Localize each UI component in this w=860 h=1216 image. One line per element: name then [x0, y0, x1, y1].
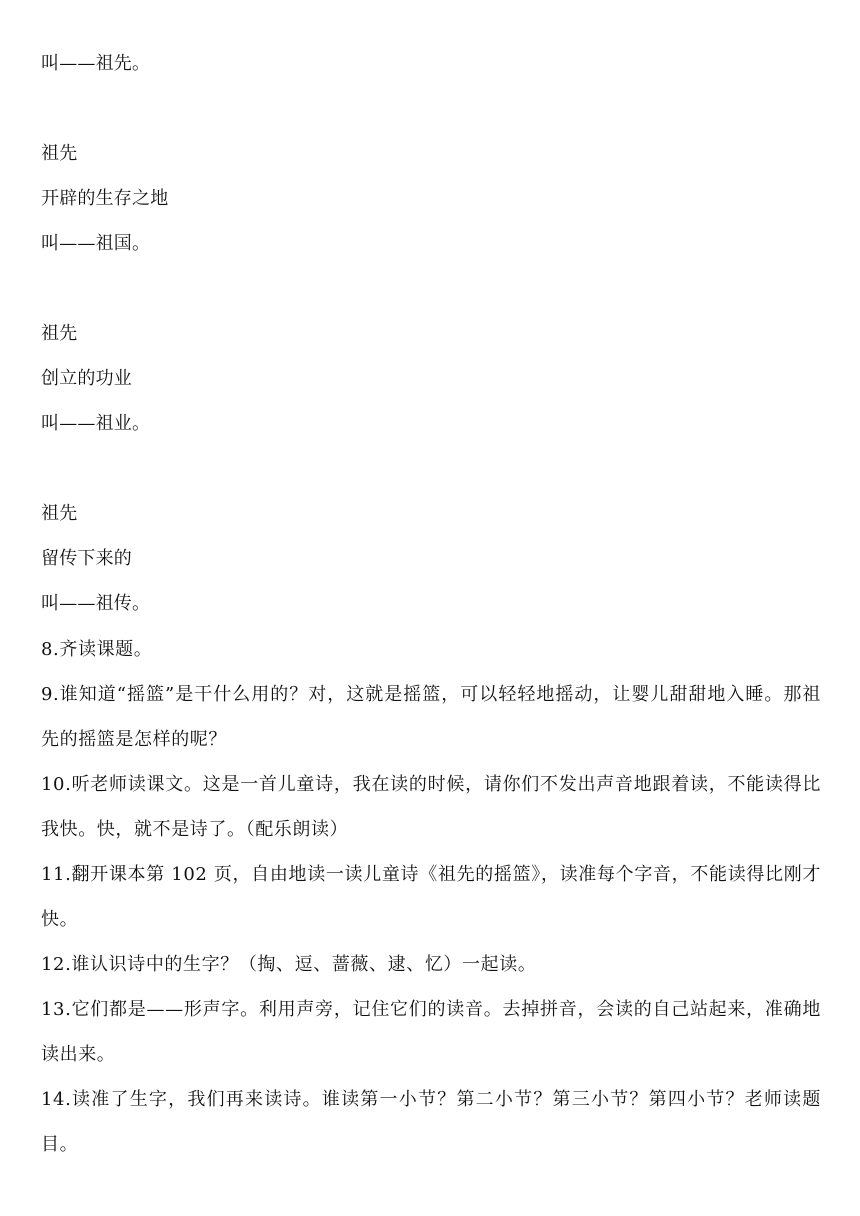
poem-line: 留传下来的: [41, 548, 132, 569]
poem-line: 祖先: [41, 323, 78, 344]
step-paragraph-14: 14.读准了生字，我们再来读诗。谁读第一小节？第二小节？第三小节？第四小节？老师读题目。: [41, 1089, 821, 1155]
poem-line: 叫——祖传。: [41, 593, 151, 614]
poem-line: 叫——祖国。: [41, 233, 151, 254]
poem-line: 开辟的生存之地: [41, 188, 169, 209]
poem-line: 创立的功业: [41, 368, 132, 389]
step-paragraph-8: 8.齐读课题。: [41, 639, 153, 660]
poem-line: 叫——祖先。: [41, 53, 151, 74]
step-paragraph-11: 11.翻开课本第 102 页，自由地读一读儿童诗《祖先的摇篮》，读准每个字音，不能读得比刚才快。: [41, 864, 821, 930]
poem-line: 祖先: [41, 503, 78, 524]
step-paragraph-10: 10.听老师读课文。这是一首儿童诗，我在读的时候，请你们不发出声音地跟着读，不能读得比我快。快，就不是诗了。（配乐朗读）: [41, 774, 821, 840]
step-paragraph-12: 12.谁认识诗中的生字？（掏、逗、蔷薇、逮、忆）一起读。: [41, 954, 537, 975]
poem-line: 祖先: [41, 143, 78, 164]
step-paragraph-9: 9.谁知道“摇篮”是干什么用的？对，这就是摇篮，可以轻轻地摇动，让婴儿甜甜地入睡。那祖先的摇篮是怎样的呢？: [41, 684, 821, 750]
poem-line: 叫——祖业。: [41, 413, 151, 434]
step-paragraph-13: 13.它们都是——形声字。利用声旁，记住它们的读音。去掉拼音，会读的自己站起来，准确地读出来。: [41, 999, 821, 1065]
